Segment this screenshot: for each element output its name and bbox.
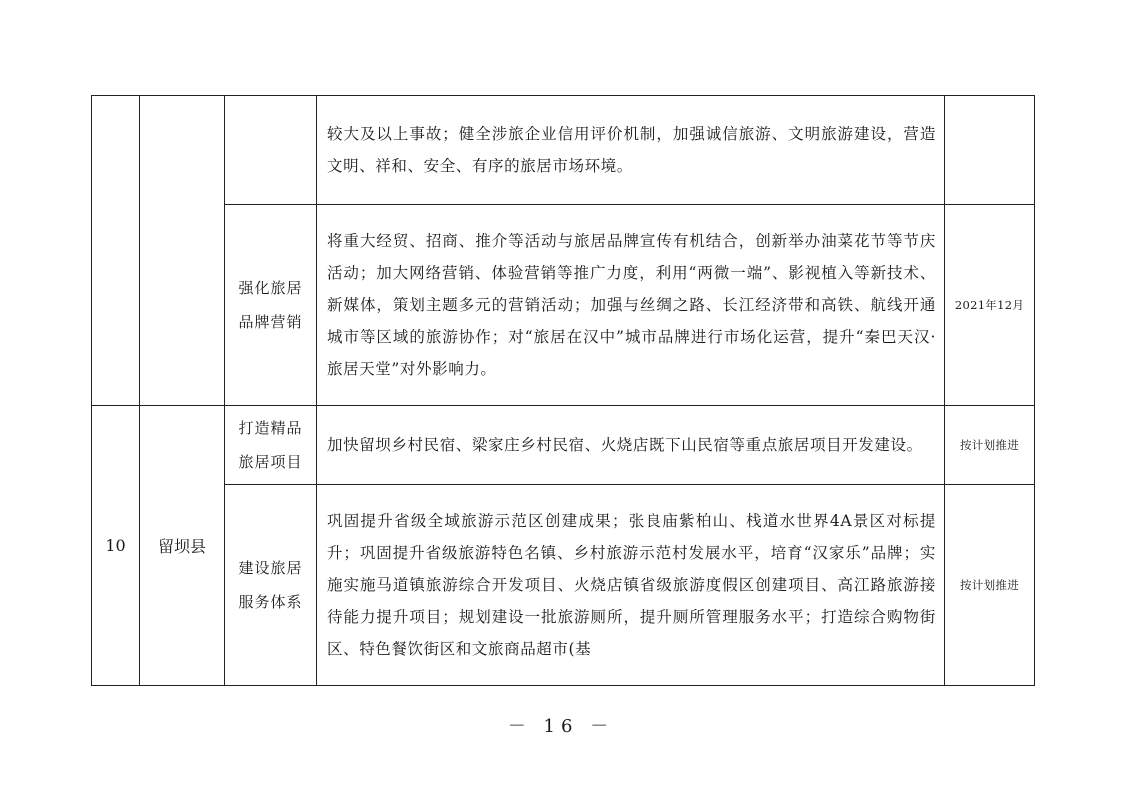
content-cell: 较大及以上事故；健全涉旅企业信用评价机制，加强诚信旅游、文明旅游建设，营造文明、祥和、安全、有序的旅居市场环境。	[317, 96, 945, 205]
row-number-cell	[92, 96, 140, 406]
county-cell: 留坝县	[140, 406, 225, 686]
deadline-cell: 按计划推进	[945, 485, 1035, 686]
task-label-line: 打造精品	[238, 419, 303, 437]
table-row	[92, 485, 1035, 686]
county-cell	[140, 96, 225, 406]
task-cell	[225, 96, 317, 205]
table-row	[92, 96, 1035, 205]
deadline-cell: 2021年12月	[945, 205, 1035, 406]
content-cell: 加快留坝乡村民宿、梁家庄乡村民宿、火烧店既下山民宿等重点旅居项目开发建设。	[317, 406, 945, 485]
task-cell	[225, 485, 317, 686]
deadline-cell: 按计划推进	[945, 406, 1035, 485]
task-label-line: 服务体系	[238, 593, 303, 611]
content-cell: 巩固提升省级全域旅游示范区创建成果；张良庙紫柏山、栈道水世界4A景区对标提升；巩固提升省级旅游特色名镇、乡村旅游示范村发展水平，培育“汉家乐”品牌；实施实施马道镇旅游综合开发项目、火烧店镇省级旅游度假区创建项目、高江路旅游接待能力提升项目；规划建设一批旅游厕所，提升厕所管理服务水平；打造综合购物街区、特色餐饮街区和文旅商品超市(基	[317, 485, 945, 686]
plan-table	[91, 95, 1035, 686]
task-cell	[225, 205, 317, 406]
content-cell: 将重大经贸、招商、推介等活动与旅居品牌宣传有机结合，创新举办油菜花节等节庆活动；加大网络营销、体验营销等推广力度，利用“两微一端”、影视植入等新技术、新媒体，策划主题多元的营销活动；加强与丝绸之路、长江经济带和高铁、航线开通城市等区域的旅游协作；对“旅居在汉中”城市品牌进行市场化运营，提升“秦巴天汉·旅居天堂”对外影响力。	[317, 205, 945, 406]
table-row	[92, 205, 1035, 406]
task-cell	[225, 406, 317, 485]
task-label-line: 建设旅居	[238, 559, 303, 577]
task-label-line: 强化旅居	[238, 279, 303, 297]
task-label-line: 旅居项目	[238, 453, 303, 471]
task-label-line: 品牌营销	[238, 313, 303, 331]
row-number-cell: 10	[92, 406, 140, 686]
page-number: － 16 －	[507, 716, 615, 737]
table-row	[92, 406, 1035, 485]
deadline-cell	[945, 96, 1035, 205]
